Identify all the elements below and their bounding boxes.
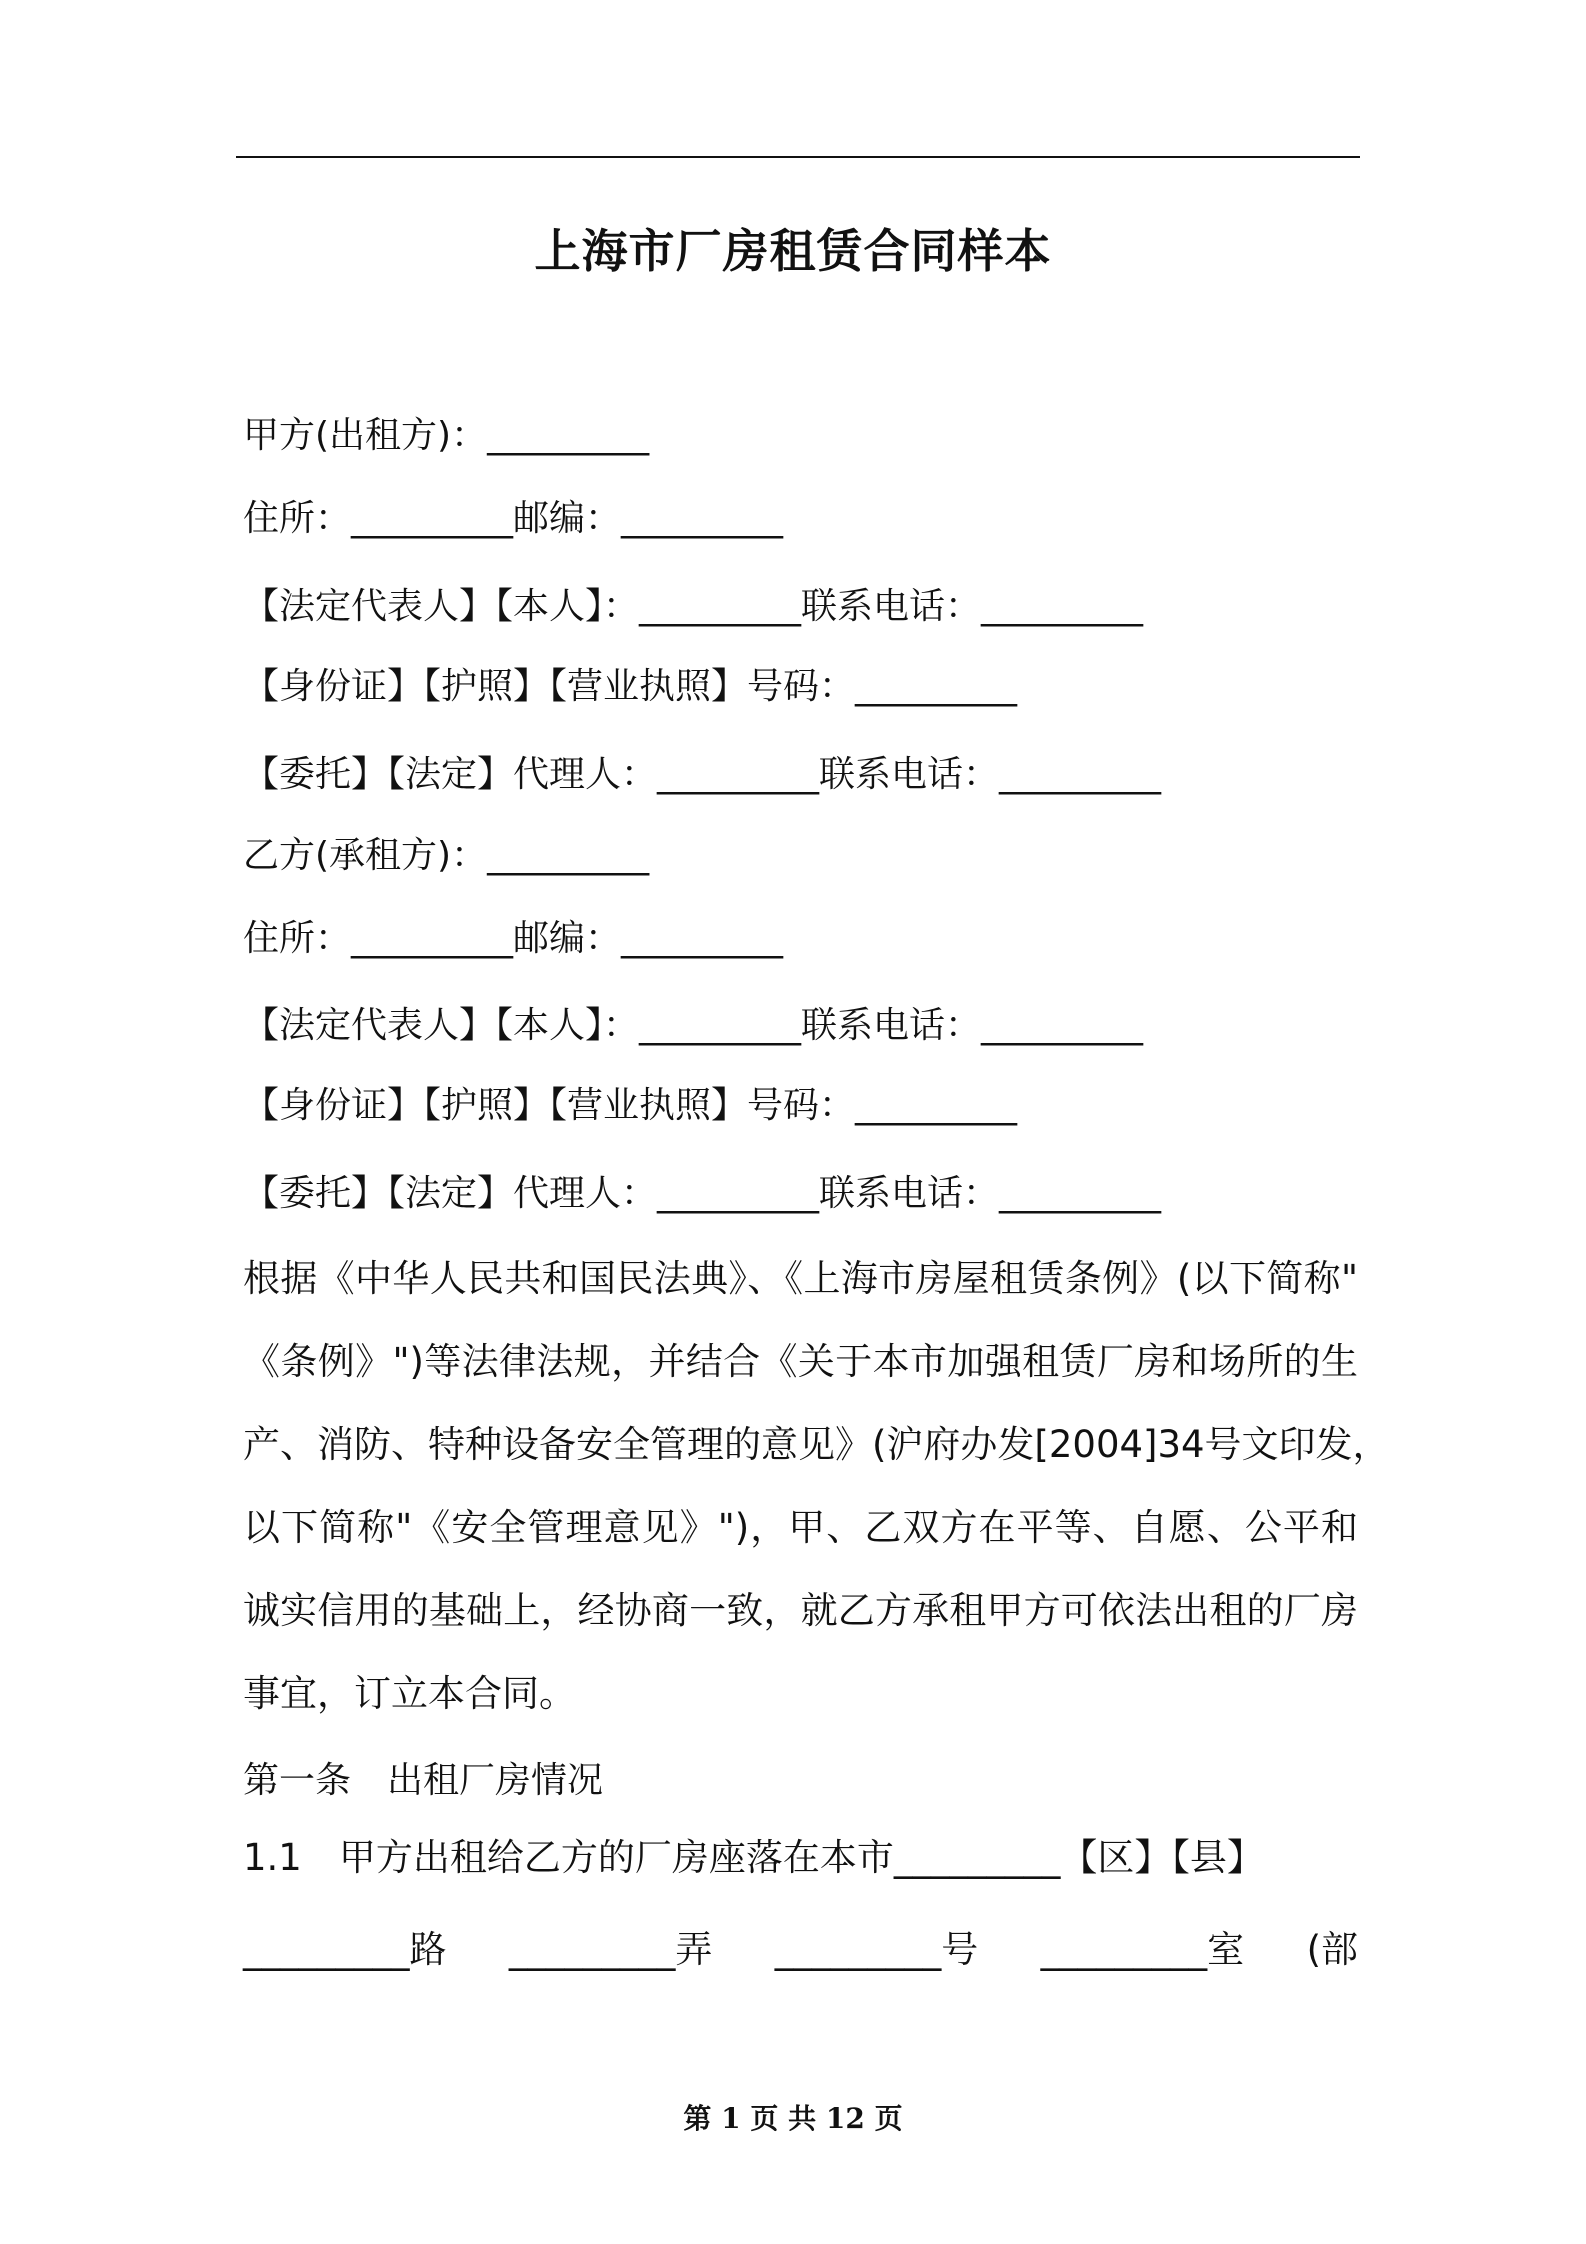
preamble-line: 以下简称"《安全管理意见》")，甲、乙双方在平等、自愿、公平和 <box>243 1506 1358 1549</box>
party-a-agent-line: 【委托】【法定】代理人：_________联系电话：_________ <box>243 754 1162 795</box>
preamble-line: 根据《中华人民共和国民法典》、《上海市房屋租赁条例》(以下简称" <box>243 1257 1358 1300</box>
party-a-id-line: 【身份证】【护照】【营业执照】号码：_________ <box>243 666 1018 707</box>
number-blank: _________号 <box>774 1928 979 1971</box>
room-blank: _________室 <box>1040 1928 1245 1971</box>
preamble-line: 产、消防、特种设备安全管理的意见》(沪府办发[2004]34号文印发， <box>243 1423 1390 1466</box>
clause-1-1-line-1: 1.1 甲方出租给乙方的厂房座落在本市_________【区】【县】 <box>243 1836 1264 1879</box>
party-b-address-line: 住所：_________邮编：_________ <box>243 918 784 959</box>
header-rule <box>236 156 1360 158</box>
article-1-heading: 第一条 出租厂房情况 <box>243 1760 604 1801</box>
party-b-name-line: 乙方(承租方)：_________ <box>243 835 650 876</box>
clause-1-1-line-2 <box>243 1919 1358 1973</box>
preamble-paragraph <box>243 1237 1390 1735</box>
page-number: 第 1 页 共 12 页 <box>683 2102 903 2135</box>
party-a-name-line: 甲方(出租方)：_________ <box>243 415 650 456</box>
party-b-representative-line: 【法定代表人】【本人】：_________联系电话：_________ <box>243 1005 1144 1046</box>
party-b-agent-line: 【委托】【法定】代理人：_________联系电话：_________ <box>243 1173 1162 1214</box>
party-b-id-line: 【身份证】【护照】【营业执照】号码：_________ <box>243 1085 1018 1126</box>
party-a-representative-line: 【法定代表人】【本人】：_________联系电话：_________ <box>243 586 1144 627</box>
party-a-address-line: 住所：_________邮编：_________ <box>243 498 784 539</box>
part-text: (部 <box>1306 1928 1358 1971</box>
preamble-line: 《条例》")等法律法规，并结合《关于本市加强租赁厂房和场所的生 <box>243 1340 1358 1383</box>
lane-blank: _________弄 <box>508 1928 713 1971</box>
preamble-line: 事宜，订立本合同。 <box>243 1672 576 1715</box>
document-title: 上海市厂房租赁合同样本 <box>534 224 1052 278</box>
road-blank: _________路 <box>243 1928 447 1971</box>
preamble-line: 诚实信用的基础上，经协商一致，就乙方承租甲方可依法出租的厂房 <box>243 1589 1358 1632</box>
